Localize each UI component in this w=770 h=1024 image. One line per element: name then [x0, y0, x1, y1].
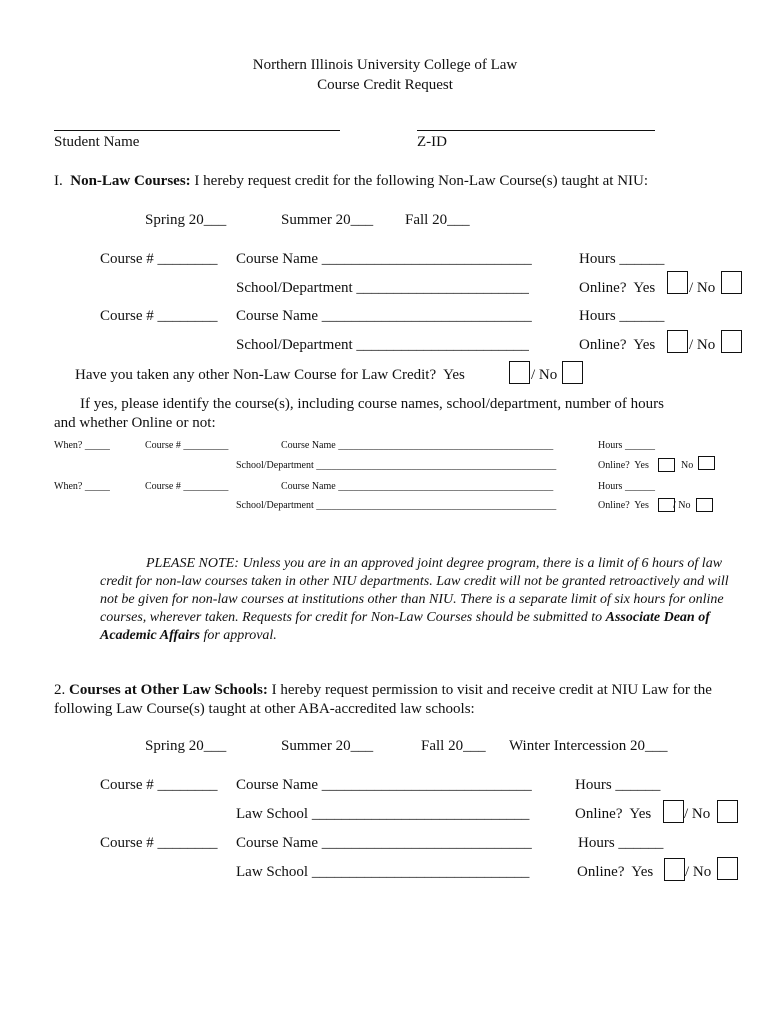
- online-label: Online? Yes: [579, 337, 656, 353]
- course-name-field[interactable]: Course Name ____________________________: [236, 251, 532, 267]
- school-department-field[interactable]: School/Department ________________________________________________: [236, 500, 557, 511]
- please-note-paragraph: [100, 555, 750, 645]
- course-number-field[interactable]: Course # _________: [145, 440, 229, 451]
- school-department-field[interactable]: School/Department _______________________: [236, 337, 529, 353]
- online-no-label: / No: [689, 337, 716, 353]
- course-number-field[interactable]: Course # _________: [145, 481, 229, 492]
- other-course-question: Have you taken any other Non-Law Course for Law Credit? Yes: [75, 367, 465, 383]
- term-summer[interactable]: Summer 20___: [281, 738, 374, 754]
- online-yes-checkbox[interactable]: [663, 800, 684, 823]
- online-label: Online? Yes: [598, 500, 649, 511]
- course-name-field[interactable]: Course Name ___________________________________________: [281, 440, 554, 451]
- student-name-label: Student Name: [54, 134, 140, 150]
- course-number-field[interactable]: Course # ________: [100, 251, 218, 267]
- hours-field[interactable]: Hours ______: [575, 777, 661, 793]
- zid-label: Z-ID: [417, 134, 447, 150]
- term-fall[interactable]: Fall 20___: [421, 738, 486, 754]
- note-dean: Associate Dean of Academic Affairs: [100, 610, 710, 643]
- online-yes-checkbox[interactable]: [658, 458, 675, 472]
- online-no-checkbox[interactable]: [717, 800, 738, 823]
- online-yes-checkbox[interactable]: [664, 858, 685, 881]
- course-name-field[interactable]: Course Name ____________________________: [236, 835, 532, 851]
- term-fall[interactable]: Fall 20___: [405, 212, 470, 228]
- online-no-label: No: [681, 460, 694, 471]
- term-spring[interactable]: Spring 20___: [145, 212, 227, 228]
- online-no-checkbox[interactable]: [698, 456, 715, 470]
- hours-field[interactable]: Hours ______: [598, 481, 655, 492]
- school-department-field[interactable]: School/Department _______________________: [236, 280, 529, 296]
- section1-number: I.: [54, 173, 63, 189]
- term-summer[interactable]: Summer 20___: [281, 212, 374, 228]
- section2-title: Courses at Other Law Schools:: [69, 682, 268, 698]
- term-spring[interactable]: Spring 20___: [145, 738, 227, 754]
- hours-field[interactable]: Hours ______: [578, 835, 664, 851]
- student-name-line[interactable]: [54, 130, 340, 131]
- online-label: Online? Yes: [577, 864, 654, 880]
- online-no-checkbox[interactable]: [721, 330, 742, 353]
- online-label: Online? Yes: [575, 806, 652, 822]
- online-no-label: / No: [689, 280, 716, 296]
- form-title: Northern Illinois University College of Law: [252, 57, 518, 73]
- law-school-field[interactable]: Law School _____________________________: [236, 864, 530, 880]
- online-no-label: / No: [684, 806, 711, 822]
- hours-field[interactable]: Hours ______: [598, 440, 655, 451]
- school-department-field[interactable]: School/Department ________________________________________________: [236, 460, 557, 471]
- law-school-field[interactable]: Law School _____________________________: [236, 806, 530, 822]
- other-course-no-checkbox[interactable]: [562, 361, 583, 384]
- note-text: PLEASE NOTE: Unless you are in an approved joint degree program, there is a limit of 6 hours of law credit for non-law courses taken in other NIU departments. Law credit will not be granted retroactively and will not be given for non-law courses at institutions other than NIU. There is a separate limit of six hours for online courses, wherever taken. Requests for credit for Non-Law Courses should be submitted to: [100, 556, 729, 625]
- when-field[interactable]: When? _____: [54, 481, 110, 492]
- zid-line[interactable]: [417, 130, 655, 131]
- section2-heading: [54, 681, 744, 719]
- online-no-checkbox[interactable]: [717, 857, 738, 880]
- section2-text: I hereby request permission to visit and receive credit at NIU Law for the following Law Course(s) taught at other ABA-accredited law schools:: [54, 682, 712, 717]
- identify-instruction-cont: and whether Online or not:: [54, 415, 216, 431]
- online-no-label: / No: [673, 500, 691, 511]
- online-no-label: / No: [685, 864, 712, 880]
- course-name-field[interactable]: Course Name ____________________________: [236, 308, 532, 324]
- section1-title: Non-Law Courses:: [70, 173, 191, 189]
- online-yes-checkbox[interactable]: [667, 271, 688, 294]
- course-name-field[interactable]: Course Name ___________________________________________: [281, 481, 554, 492]
- course-number-field[interactable]: Course # ________: [100, 777, 218, 793]
- other-course-yes-checkbox[interactable]: [509, 361, 530, 384]
- section2-number: 2.: [54, 682, 66, 698]
- hours-field[interactable]: Hours ______: [579, 308, 665, 324]
- section1-heading: [54, 173, 648, 190]
- course-name-field[interactable]: Course Name ____________________________: [236, 777, 532, 793]
- online-no-checkbox[interactable]: [721, 271, 742, 294]
- when-field[interactable]: When? _____: [54, 440, 110, 451]
- online-yes-checkbox[interactable]: [667, 330, 688, 353]
- form-subtitle: Course Credit Request: [317, 77, 453, 93]
- section1-text: I hereby request credit for the following Non-Law Course(s) taught at NIU:: [190, 173, 649, 189]
- online-label: Online? Yes: [598, 460, 649, 471]
- online-label: Online? Yes: [579, 280, 656, 296]
- course-number-field[interactable]: Course # ________: [100, 835, 218, 851]
- online-no-checkbox[interactable]: [696, 498, 713, 512]
- identify-instruction: If yes, please identify the course(s), including course names, school/department, number of hours: [80, 396, 664, 412]
- hours-field[interactable]: Hours ______: [579, 251, 665, 267]
- course-number-field[interactable]: Course # ________: [100, 308, 218, 324]
- term-winter[interactable]: Winter Intercession 20___: [509, 738, 668, 754]
- note-suffix: for approval.: [199, 628, 277, 643]
- other-course-no-label: / No: [531, 367, 558, 383]
